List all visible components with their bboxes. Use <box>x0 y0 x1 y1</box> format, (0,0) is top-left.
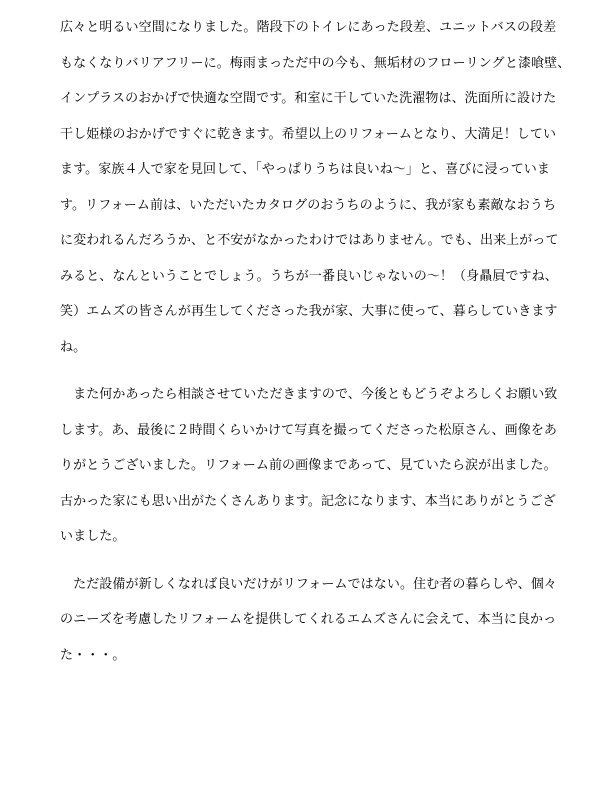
paragraph-line: インプラスのおかげで快適な空間です。和室に干していた洗濯物は、洗面所に設けた <box>60 91 557 106</box>
paragraph-3 <box>60 575 557 682</box>
paragraph-gap <box>60 373 550 385</box>
paragraph-line: た・・・。 <box>60 647 126 663</box>
paragraph-1 <box>60 18 571 373</box>
document-body <box>60 18 571 681</box>
paragraph-line: ただ設備が新しくなれば良いだけがリフォームではない。住む者の暮らしや、個々 <box>60 576 557 592</box>
paragraph-line: ます。家族４人で家を見回して、「やっぱりうちは良いね～」と、喜びに浸っていま <box>60 162 551 177</box>
paragraph-line: りがとうございました。リフォーム前の画像まであって、見ていたら涙が出ました。 <box>60 458 557 473</box>
paragraph-line: 干し姫様のおかげですぐに乾きます。希望以上のリフォームとなり、大満足！してい <box>60 126 557 142</box>
paragraph-line: また何かあったら相談させていただきますので、今後ともどうぞよろしくお願い致 <box>60 387 558 402</box>
paragraph-line: 古かった家にも思い出がたくさんあります。記念になります、本当にありがとうござ <box>60 493 556 509</box>
paragraph-2 <box>60 385 558 563</box>
paragraph-line: ね。 <box>60 339 87 355</box>
paragraph-line: 笑）エムズの皆さんが再生してくださった我が家、大事に使って、暮らしていきます <box>60 304 558 319</box>
paragraph-line: します。あ、最後に２時間くらいかけて写真を撮ってくださった松原さん、画像をあ <box>60 422 558 438</box>
paragraph-line: す。リフォーム前は、いただいたカタログのおうちのように、我が家も素敵なおうち <box>60 197 557 213</box>
paragraph-line: みると、なんということでしょう。うちが一番良いじゃないの～！（身贔屓ですね、 <box>60 268 558 284</box>
paragraph-line: に変われるんだろうか、と不安がなかったわけではありません。でも、出来上がって <box>60 233 559 248</box>
paragraph-line: もなくなりバリアフリーに。梅雨まっただ中の今も、無垢材のフローリングと漆喰壁、 <box>60 55 571 71</box>
paragraph-gap <box>60 563 550 575</box>
paragraph-line: いました。 <box>60 529 126 544</box>
paragraph-line: のニーズを考慮したリフォームを提供してくれるエムズさんに会えて、本当に良かっ <box>60 612 557 627</box>
paragraph-line: 広々と明るい空間になりました。階段下のトイレにあった段差、ユニットバスの段差 <box>60 20 557 35</box>
